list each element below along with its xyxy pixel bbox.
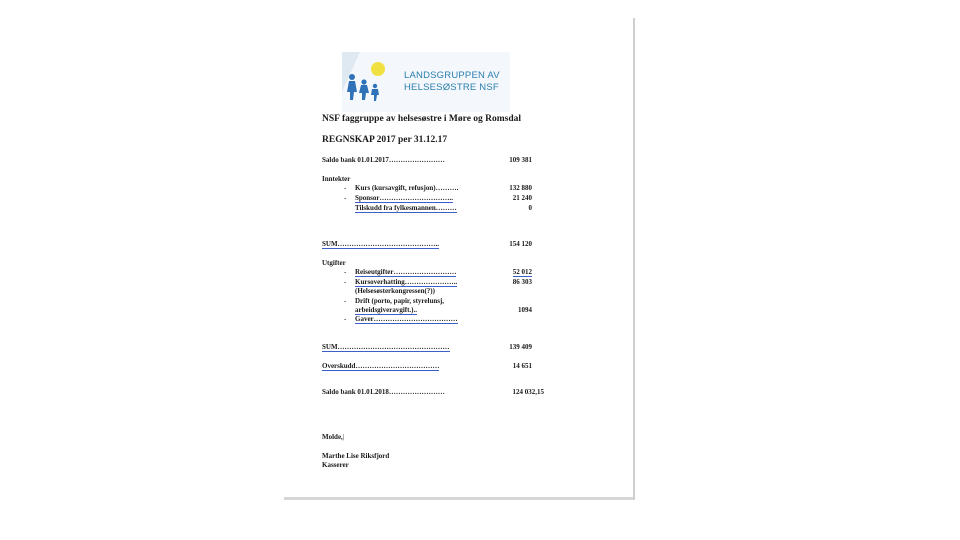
expense-item-operations-label-cont (355, 306, 417, 314)
expense-item-operations-label: Drift (porto, papir, styrelunsj, (355, 297, 445, 305)
text-cursor: | (342, 433, 345, 441)
surplus-text: Overskudd……………………………… (322, 362, 440, 370)
income-item-grant-label (355, 204, 457, 212)
sum-expenses-value: 139 409 (509, 343, 532, 351)
sum-income-text: SUM…………………………………….. (322, 240, 440, 248)
expense-item-operations-value: 1094 (518, 306, 532, 314)
expense-item-operations-text: arbeidsgiveravgift.).. (355, 306, 418, 314)
expense-bullet: - (344, 268, 347, 276)
sum-income-value: 154 120 (509, 240, 532, 248)
surplus-value: 14 651 (512, 362, 532, 370)
expense-bullet: - (344, 278, 347, 286)
income-item-grant-text: Tilskudd fra fylkesmannen……… (355, 204, 457, 212)
expense-bullet: - (344, 297, 347, 305)
document-subheading: REGNSKAP 2017 per 31.12.17 (322, 135, 448, 145)
opening-balance-value: 109 381 (509, 156, 532, 164)
expenses-section-title: Utgifter (322, 259, 346, 267)
sum-expenses-label (322, 343, 450, 351)
organization-logo (342, 52, 510, 112)
logo-emblem-icon (342, 52, 402, 112)
income-item-sponsor-value: 21 240 (512, 194, 532, 202)
signature-place (322, 433, 344, 441)
expense-item-travel-label (355, 268, 456, 276)
expense-item-venue-value: 86 303 (512, 278, 532, 286)
sum-income-label (322, 240, 439, 248)
expense-item-travel-number: 52 012 (512, 268, 532, 276)
sum-expenses-text: SUM………………………………………… (322, 343, 450, 351)
income-item-grant-value: 0 (528, 204, 532, 212)
document-heading: NSF faggruppe av helsesøstre i Møre og Romsdal (322, 114, 522, 124)
income-item-courses-label: Kurs (kursavgift, refusjon)………. (355, 184, 459, 192)
expense-item-venue-label (355, 278, 457, 286)
income-section-title: Inntekter (322, 175, 351, 183)
signature-place-text: Molde, (322, 433, 343, 441)
expense-item-gifts-text: Gaver……………………………… (355, 315, 458, 323)
closing-balance-value: 124 032,15 (512, 388, 544, 396)
income-item-sponsor-text: Sponsor………………………….. (355, 194, 454, 202)
expense-item-venue-text: Kursoverhatting………………….. (355, 278, 458, 286)
document-page (284, 18, 635, 500)
opening-balance-label: Saldo bank 01.01.2017…………………… (322, 156, 445, 164)
expense-item-travel-value (462, 268, 532, 276)
income-item-courses-value: 132 880 (509, 184, 532, 192)
expense-item-venue-note: (Helsesøsterkongressen(?)) (355, 287, 435, 295)
signature-role: Kasserer (322, 461, 349, 469)
closing-balance-label: Saldo bank 01.01.2018…………………… (322, 388, 445, 396)
expense-item-gifts-label (355, 315, 458, 323)
logo-text-line2: HELSESØSTRE NSF (404, 82, 499, 93)
signature-name: Marthe Lise Riksfjord (322, 452, 390, 460)
logo-text-line1: LANDSGRUPPEN AV (404, 70, 500, 81)
expense-item-travel-text: Reiseutgifter……………………… (355, 268, 457, 276)
income-bullet: - (344, 184, 347, 192)
surplus-label (322, 362, 439, 370)
income-bullet: - (344, 194, 347, 202)
income-item-sponsor-label (355, 194, 453, 202)
expense-bullet: - (344, 315, 347, 323)
